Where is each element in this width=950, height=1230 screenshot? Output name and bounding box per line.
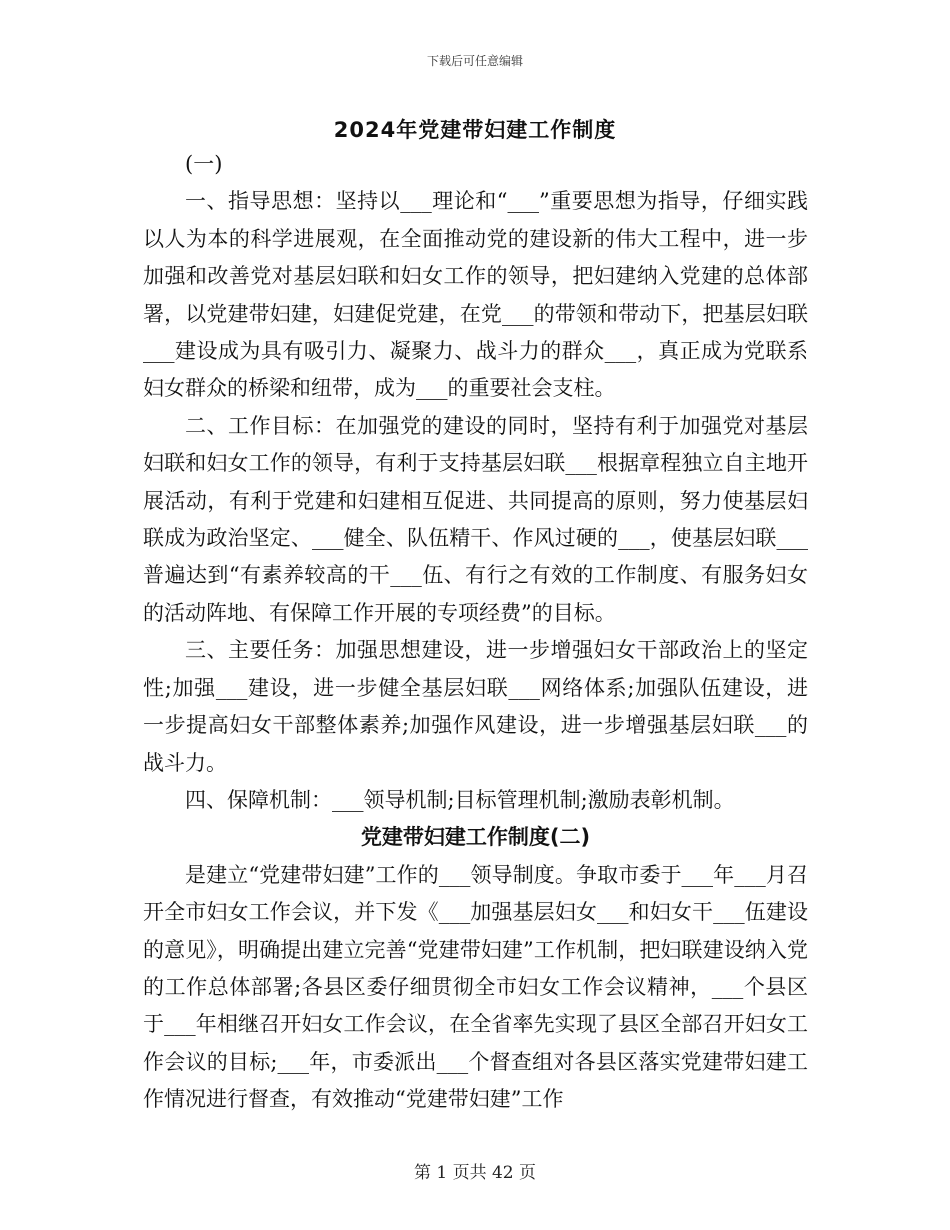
section-subtitle: 党建带妇建工作制度(二): [360, 825, 591, 850]
paragraph-section-two: 是建立“党建带妇建”工作的___领导制度。争取市委于___年___月召开全市妇女工作会议，并下发《___加强基层妇女___和妇女干___伍建设的意见》，明确提出建立完善“党建带妇建”工作机制，把妇联建设纳入党的工作总体部署;各县区委仔细贯彻全市妇女工作会议精神，___个县区于___年相继召开妇女工作会议，在全省率先实现了县区全部召开妇女工作会议的目标;___年，市委派出___个督查组对各县区落实党建带妇建工作情况进行督查，有效推动“党建带妇建”工作: [143, 862, 808, 1112]
page-number: 第 1 页共 42 页: [413, 1163, 537, 1183]
document-body: [143, 146, 808, 1119]
page-header: 下载后可任意编辑: [426, 54, 523, 68]
section-marker: (一): [185, 152, 223, 176]
document-title: 2024年党建带妇建工作制度: [333, 118, 617, 142]
paragraph-guiding-ideology: 一、指导思想：坚持以___理论和“___”重要思想为指导，仔细实践以人为本的科学进展观，在全面推动党的建设新的伟大工程中，进一步加强和改善党对基层妇联和妇女工作的领导，把妇建纳入党建的总体部署，以党建带妇建，妇建促党建，在党___的带领和带动下，把基层妇联___建设成为具有吸引力、凝聚力、战斗力的群众___，真正成为党联系妇女群众的桥梁和纽带，成为___的重要社会支柱。: [143, 189, 808, 401]
paragraph-main-tasks: 三、主要任务：加强思想建设，进一步增强妇女干部政治上的坚定性;加强___建设，进一步健全基层妇联___网络体系;加强队伍建设，进一步提高妇女干部整体素养;加强作风建设，进一步增强基层妇联___的战斗力。: [143, 638, 808, 775]
paragraph-work-goals: 二、工作目标：在加强党的建设的同时，坚持有利于加强党对基层妇联和妇女工作的领导，有利于支持基层妇联___根据章程独立自主地开展活动，有利于党建和妇建相互促进、共同提高的原则，努力使基层妇联成为政治坚定、___健全、队伍精干、作风过硬的___，使基层妇联___普遍达到“有素养较高的干___伍、有行之有效的工作制度、有服务妇女的活动阵地、有保障工作开展的专项经费”的目标。: [143, 413, 808, 625]
paragraph-guarantee-mechanism: 四、保障机制：___领导机制;目标管理机制;激励表彰机制。: [185, 787, 735, 812]
